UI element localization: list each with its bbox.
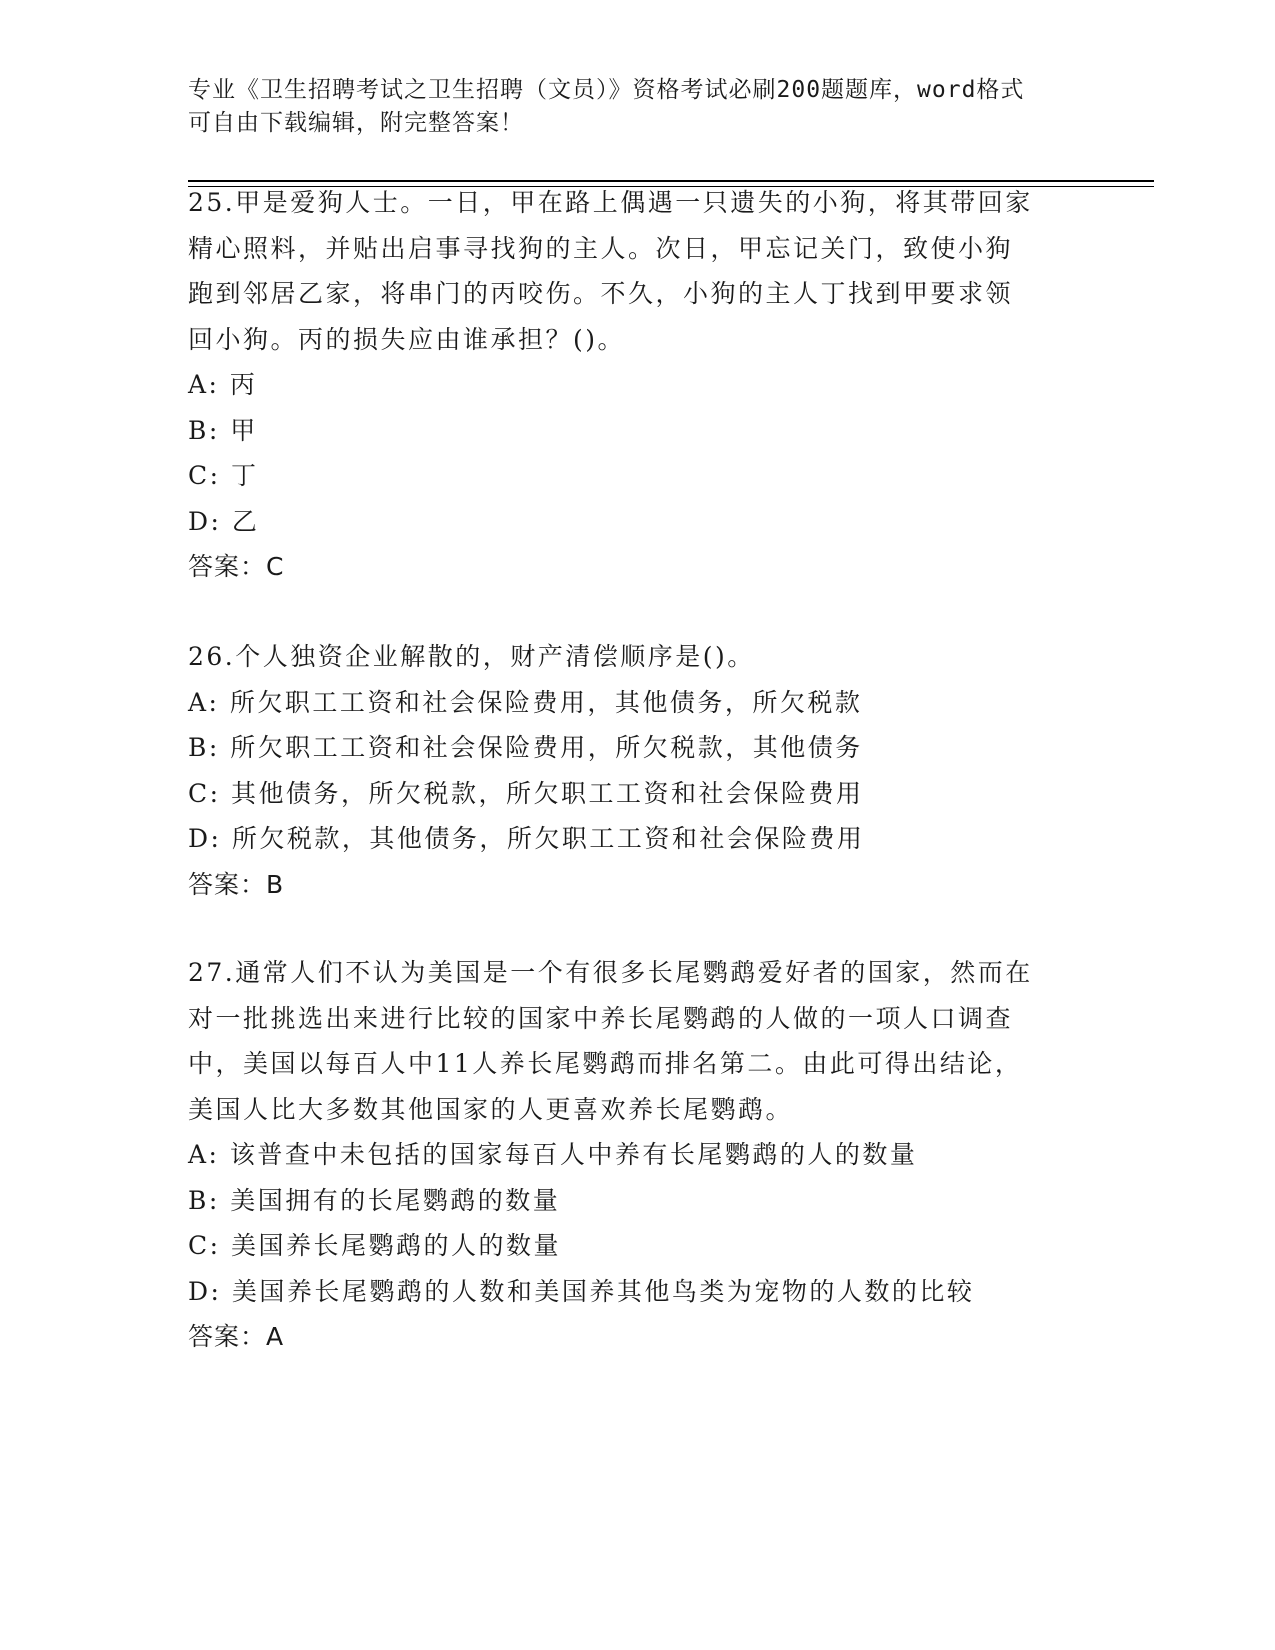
option-a: A: 丙 <box>188 370 258 399</box>
option-d: D: 所欠税款，其他债务，所欠职工工资和社会保险费用 <box>188 824 865 853</box>
question-stem-line: 跑到邻居乙家，将串门的丙咬伤。不久，小狗的主人丁找到甲要求领 <box>188 279 1014 308</box>
answer-label: 答案：C <box>188 552 285 581</box>
option-b: B: 甲 <box>188 415 258 445</box>
question-stem-line: 27.通常人们不认为美国是一个有很多长尾鹦鹉爱好者的国家，然而在 <box>188 958 1033 987</box>
question-stem-line: 对一批挑选出来进行比较的国家中养长尾鹦鹉的人做的一项人口调查 <box>188 1003 1014 1033</box>
question-stem-line: 25.甲是爱狗人士。一日，甲在路上偶遇一只遗失的小狗，将其带回家 <box>188 188 1033 217</box>
document-header <box>188 74 1088 140</box>
question-stem-line: 美国人比大多数其他国家的人更喜欢养长尾鹦鹉。 <box>188 1094 794 1124</box>
question-26 <box>188 634 1118 907</box>
option-b: B: 美国拥有的长尾鹦鹉的数量 <box>188 1185 561 1215</box>
question-stem-line: 回小狗。丙的损失应由谁承担？()。 <box>188 324 626 354</box>
option-a: A: 该普查中未包括的国家每百人中养有长尾鹦鹉的人的数量 <box>188 1140 918 1169</box>
question-25 <box>188 180 1118 590</box>
option-c: C: 丁 <box>188 461 259 490</box>
question-stem-line: 精心照料，并贴出启事寻找狗的主人。次日，甲忘记关门，致使小狗 <box>188 233 1014 263</box>
option-c: C: 美国养长尾鹦鹉的人的数量 <box>188 1231 561 1260</box>
option-a: A: 所欠职工工资和社会保险费用，其他债务，所欠税款 <box>188 687 863 717</box>
question-stem-line: 中，美国以每百人中11人养长尾鹦鹉而排名第二。由此可得出结论， <box>188 1049 1023 1078</box>
header-line-1: 专业《卫生招聘考试之卫生招聘（文员）》资格考试必刷200题题库，word格式 <box>188 77 1025 103</box>
question-stem-line: 26.个人独资企业解散的，财产清偿顺序是()。 <box>188 642 755 671</box>
question-27 <box>188 950 1118 1360</box>
answer-label: 答案：B <box>188 869 285 899</box>
option-d: D: 乙 <box>188 506 260 536</box>
option-b: B: 所欠职工工资和社会保险费用，所欠税款，其他债务 <box>188 733 863 762</box>
option-c: C: 其他债务，所欠税款，所欠职工工资和社会保险费用 <box>188 778 864 808</box>
answer-label: 答案：A <box>188 1322 285 1351</box>
option-d: D: 美国养长尾鹦鹉的人数和美国养其他鸟类为宠物的人数的比较 <box>188 1276 975 1306</box>
header-line-2: 可自由下载编辑，附完整答案！ <box>188 110 524 136</box>
